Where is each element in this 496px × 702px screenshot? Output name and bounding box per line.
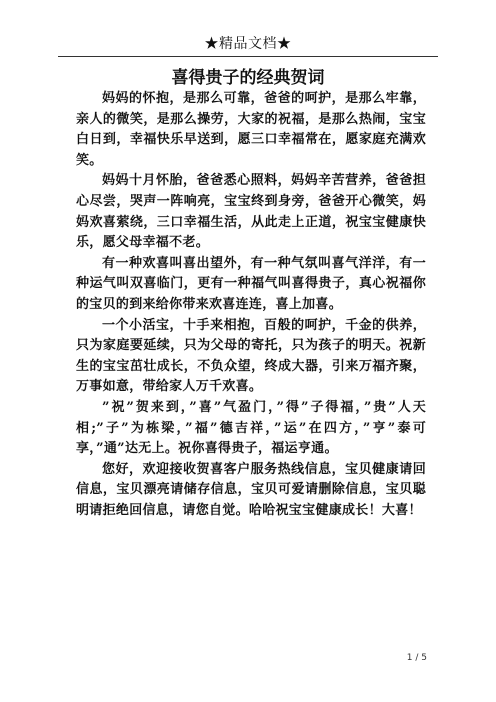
paragraph-3: 有一种欢喜叫喜出望外，有一种气氛叫喜气洋洋，有一种运气叫双喜临门，更有一种福气叫喜得贵子，真心祝福你的宝贝的到来给你带来欢喜连连，喜上加喜。 [76, 255, 426, 312]
paragraph-1: 妈妈的怀抱，是那么可靠，爸爸的呵护，是那么牢靠，亲人的微笑，是那么操劳，大家的祝福，是那么热闹，宝宝白日到，幸福快乐早送到，愿三口幸福常在，愿家庭充满欢笑。 [76, 91, 426, 168]
paragraph-6: 您好，欢迎接收贺喜客户服务热线信息，宝贝健康请回信息，宝贝漂亮请储存信息，宝贝可爱请删除信息，宝贝聪明请拒绝回信息，请您自觉。哈哈祝宝宝健康成长！大喜！ [76, 461, 426, 518]
header-divider [58, 56, 438, 57]
paragraph-5: ”祝”贺来到，”喜”气盈门，”得”子得福，”贵”人天相;”子”为栋梁，”福”德吉祥，”运”在四方，”亨”泰可享，”通”达无上。祝你喜得贵子，福运亨通。 [76, 399, 426, 457]
header-banner: ★精品文档★ [204, 36, 292, 52]
document-body [76, 89, 426, 521]
paragraph-2: 妈妈十月怀胎，爸爸悉心照料，妈妈辛苦营养，爸爸担心尽尝，哭声一阵响亮，宝宝终到身旁，爸爸开心微笑，妈妈欢喜萦绕，三口幸福生活，从此走上正道，祝宝宝健康快乐，愿父母幸福不老。 [76, 173, 426, 251]
document-title: 喜得贵子的经典贺词 [171, 68, 325, 88]
page-indicator: 1 / 5 [406, 653, 427, 663]
paragraph-4: 一个小活宝，十手来相抱，百般的呵护，千金的供养，只为家庭要延续，只为父母的寄托，只为孩子的明天。祝新生的宝宝茁壮成长，不负众望，终成大器，引来万福齐聚，万事如意，带给家人万千欢喜。 [76, 317, 426, 395]
